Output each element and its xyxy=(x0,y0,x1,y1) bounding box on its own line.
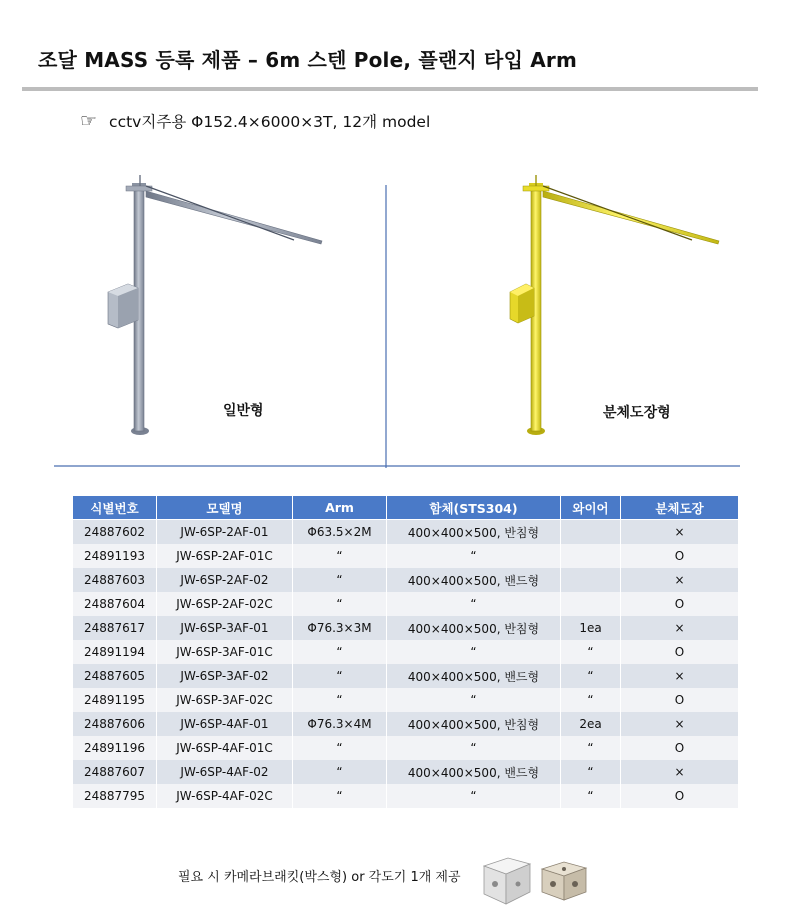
header-wire: 와이어 xyxy=(561,496,621,520)
cell-powder-coating: × xyxy=(621,616,739,640)
table-row xyxy=(73,568,739,592)
table-row xyxy=(73,760,739,784)
cell-powder-coating: O xyxy=(621,688,739,712)
cell-enclosure: 400×400×500, 반침형 xyxy=(387,520,561,545)
subtitle xyxy=(80,110,430,132)
cell-id: 24887795 xyxy=(73,784,157,808)
cell-id: 24891195 xyxy=(73,688,157,712)
header-enclosure: 함체(STS304) xyxy=(387,496,561,520)
cell-arm: “ xyxy=(293,544,387,568)
table-row xyxy=(73,640,739,664)
cell-wire xyxy=(561,544,621,568)
table-row xyxy=(73,616,739,640)
cell-id: 24887605 xyxy=(73,664,157,688)
table-row xyxy=(73,712,739,736)
cell-model: JW-6SP-3AF-01C xyxy=(157,640,293,664)
cell-wire xyxy=(561,568,621,592)
cell-enclosure: “ xyxy=(387,640,561,664)
cell-arm: Φ76.3×4M xyxy=(293,712,387,736)
cell-enclosure: “ xyxy=(387,736,561,760)
cell-powder-coating: × xyxy=(621,520,739,545)
cell-wire: 2ea xyxy=(561,712,621,736)
cell-enclosure: “ xyxy=(387,688,561,712)
cell-wire: “ xyxy=(561,760,621,784)
cell-model: JW-6SP-2AF-01C xyxy=(157,544,293,568)
header-powder-coating: 분체도장 xyxy=(621,496,739,520)
cell-model: JW-6SP-4AF-01C xyxy=(157,736,293,760)
cell-powder-coating: O xyxy=(621,640,739,664)
cell-arm: “ xyxy=(293,736,387,760)
pole-illustrations xyxy=(54,150,740,470)
table-row xyxy=(73,784,739,808)
footer-note: 필요 시 카메라브래킷(박스형) or 각도기 1개 제공 xyxy=(178,870,461,885)
header-id: 식별번호 xyxy=(73,496,157,520)
cell-arm: “ xyxy=(293,784,387,808)
cell-enclosure: 400×400×500, 밴드형 xyxy=(387,664,561,688)
table-row xyxy=(73,664,739,688)
cell-arm: Φ63.5×2M xyxy=(293,520,387,545)
cell-powder-coating: × xyxy=(621,712,739,736)
cell-model: JW-6SP-3AF-02 xyxy=(157,664,293,688)
table-row xyxy=(73,520,739,545)
cell-powder-coating: O xyxy=(621,544,739,568)
cell-model: JW-6SP-3AF-02C xyxy=(157,688,293,712)
table-row xyxy=(73,736,739,760)
cell-enclosure: 400×400×500, 밴드형 xyxy=(387,568,561,592)
cell-model: JW-6SP-4AF-02 xyxy=(157,760,293,784)
table-header-row xyxy=(73,496,739,520)
page-title: 조달 MASS 등록 제품 – 6m 스텐 Pole, 플랜지 타입 Arm xyxy=(38,48,578,72)
cell-id: 24887617 xyxy=(73,616,157,640)
cell-enclosure: “ xyxy=(387,544,561,568)
cell-enclosure: “ xyxy=(387,784,561,808)
cell-wire: “ xyxy=(561,664,621,688)
cell-arm: “ xyxy=(293,568,387,592)
table-row xyxy=(73,592,739,616)
cell-wire: “ xyxy=(561,688,621,712)
cell-model: JW-6SP-4AF-01 xyxy=(157,712,293,736)
spec-table xyxy=(72,495,739,808)
cell-arm: “ xyxy=(293,640,387,664)
cell-wire: “ xyxy=(561,640,621,664)
cell-powder-coating: × xyxy=(621,760,739,784)
cell-model: JW-6SP-2AF-02 xyxy=(157,568,293,592)
header-arm: Arm xyxy=(293,496,387,520)
cell-powder-coating: × xyxy=(621,568,739,592)
cell-arm: “ xyxy=(293,688,387,712)
cell-arm: “ xyxy=(293,664,387,688)
cell-powder-coating: O xyxy=(621,784,739,808)
table-row xyxy=(73,544,739,568)
box-bracket-icon xyxy=(478,852,536,908)
cell-enclosure: “ xyxy=(387,592,561,616)
cell-model: JW-6SP-2AF-02C xyxy=(157,592,293,616)
cell-arm: “ xyxy=(293,760,387,784)
subtitle-text: cctv지주용 Φ152.4×6000×3T, 12개 model xyxy=(109,113,431,131)
cell-powder-coating: O xyxy=(621,592,739,616)
standard-type-caption: 일반형 xyxy=(223,403,264,419)
cell-wire xyxy=(561,520,621,545)
cell-model: JW-6SP-3AF-01 xyxy=(157,616,293,640)
table-body xyxy=(73,520,739,809)
cell-powder-coating: O xyxy=(621,736,739,760)
header-model: 모델명 xyxy=(157,496,293,520)
cell-id: 24891196 xyxy=(73,736,157,760)
cell-id: 24891193 xyxy=(73,544,157,568)
cell-id: 24887603 xyxy=(73,568,157,592)
standard-pole-image xyxy=(108,175,322,435)
cell-powder-coating: × xyxy=(621,664,739,688)
cell-id: 24887606 xyxy=(73,712,157,736)
title-divider xyxy=(22,87,758,91)
table-row xyxy=(73,688,739,712)
cell-arm: Φ76.3×3M xyxy=(293,616,387,640)
cell-wire: 1ea xyxy=(561,616,621,640)
cell-wire: “ xyxy=(561,784,621,808)
cell-model: JW-6SP-2AF-01 xyxy=(157,520,293,545)
cell-id: 24887602 xyxy=(73,520,157,545)
pointing-hand-icon: ☞ xyxy=(80,110,98,132)
cell-enclosure: 400×400×500, 반침형 xyxy=(387,712,561,736)
powder-coated-caption: 분체도장형 xyxy=(603,405,671,421)
powder-coated-pole-image xyxy=(510,175,719,435)
product-figures xyxy=(54,150,740,470)
cell-enclosure: 400×400×500, 반침형 xyxy=(387,616,561,640)
cell-arm: “ xyxy=(293,592,387,616)
angle-bracket-icon xyxy=(538,855,590,905)
cell-wire xyxy=(561,592,621,616)
cell-wire: “ xyxy=(561,736,621,760)
cell-id: 24891194 xyxy=(73,640,157,664)
cell-model: JW-6SP-4AF-02C xyxy=(157,784,293,808)
cell-id: 24887604 xyxy=(73,592,157,616)
cell-enclosure: 400×400×500, 밴드형 xyxy=(387,760,561,784)
cell-id: 24887607 xyxy=(73,760,157,784)
